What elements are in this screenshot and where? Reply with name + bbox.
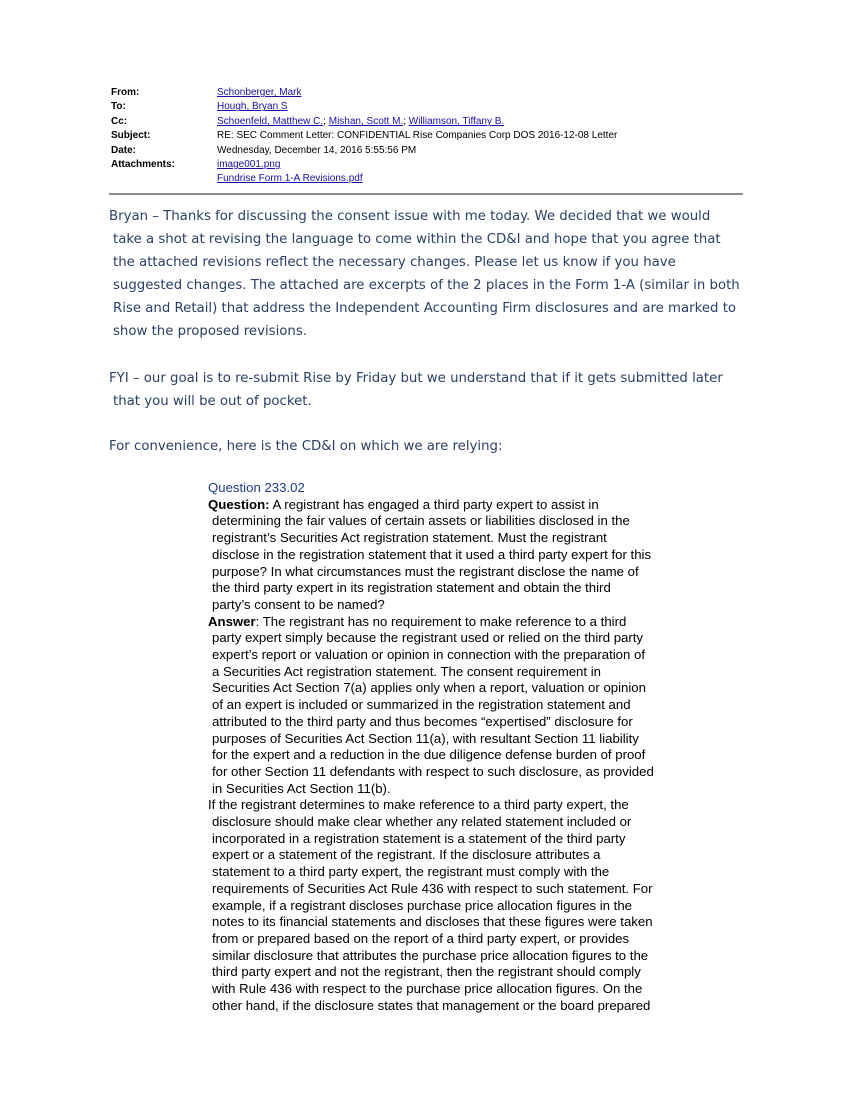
paragraph-line: from or prepared based on the report of a third party expert, or provides	[212, 930, 630, 946]
answer-text: : The registrant has no requirement to make reference to a third	[255, 613, 627, 629]
date-row	[111, 144, 741, 158]
body-paragraph-3	[109, 435, 749, 458]
paragraph-line: notes to its financial statements and discloses that these figures were taken	[212, 914, 653, 930]
attachments-row	[111, 158, 741, 187]
question-label: Question:	[208, 496, 270, 512]
cc-label: Cc:	[111, 115, 128, 127]
answer-line: of an expert is included or summarized in the registration statement and	[212, 697, 631, 713]
p1-line: take a shot at revising the language to come within the CD&I and hope that you agree that	[113, 232, 721, 247]
question-line: determining the fair values of certain assets or liabilities disclosed in the	[212, 513, 630, 529]
subject-label: Subject:	[111, 130, 151, 142]
body-paragraph-2	[109, 367, 749, 413]
to-link[interactable]: Hough, Bryan S	[217, 101, 288, 113]
p1-line: suggested changes. The attached are excerpts of the 2 places in the Form 1-A (similar in both	[113, 278, 740, 293]
question-line: party’s consent to be named?	[212, 596, 385, 612]
from-row	[111, 86, 741, 100]
question-text: A registrant has engaged a third party expert to assist in	[269, 496, 599, 512]
to-label: To:	[111, 101, 126, 113]
p1-line: show the proposed revisions.	[113, 324, 307, 339]
subject-value: RE: SEC Comment Letter: CONFIDENTIAL Rise Companies Corp DOS 2016-12-08 Letter	[217, 130, 618, 142]
paragraph-line: expert or a statement of the registrant. If the disclosure attributes a	[212, 847, 601, 863]
paragraph-line: other hand, if the disclosure states that management or the board prepared	[212, 997, 651, 1013]
p1-line: Bryan – Thanks for discussing the consent issue with me today. We decided that we would	[109, 209, 711, 224]
header-divider	[109, 193, 743, 195]
date-label: Date:	[111, 144, 137, 156]
question-line: registrant’s Securities Act registration statement. Must the registrant	[212, 530, 607, 546]
answer-line: Securities Act Section 7(a) applies only when a report, valuation or opinion	[212, 680, 646, 696]
date-value: Wednesday, December 14, 2016 5:55:56 PM	[217, 144, 417, 156]
answer-line: expert’s report or valuation or opinion in connection with the preparation of	[212, 647, 646, 663]
answer-line: purposes of Securities Act Section 11(a), with resultant Section 11 liability	[212, 730, 639, 746]
cc-link-schoenfeld[interactable]: Schoenfeld, Matthew C.	[217, 115, 324, 127]
cc-link-williamson[interactable]: Williamson, Tiffany B.	[408, 115, 505, 127]
answer-line: for the expert and a reduction in the due diligence defense burden of proof	[212, 747, 646, 763]
cdi-title: Question 233.02	[208, 480, 305, 495]
question-line: purpose? In what circumstances must the registrant disclose the name of	[212, 563, 639, 579]
cdi-quote	[208, 480, 748, 1015]
paragraph-line: similar disclosure that attributes the purchase price allocation figures to the	[212, 947, 649, 963]
paragraph-line: with Rule 436 with respect to the purchase price allocation figures. On the	[212, 981, 643, 997]
paragraph-line: disclosure should make clear whether any related statement included or	[212, 814, 632, 830]
cc-row: Cc: Schoenfeld, Matthew C.; Mishan, Scott M.; Williamson, Tiffany B.	[111, 115, 741, 129]
attachments-label: Attachments:	[111, 159, 175, 171]
paragraph-line: third party expert and not the registrant, then the registrant should comply	[212, 964, 641, 980]
p1-line: the attached revisions reflect the necessary changes. Please let us know if you have	[113, 255, 676, 270]
attachment-image-link[interactable]: image001.png	[217, 159, 281, 171]
attachment-pdf-link[interactable]: Fundrise Form 1-A Revisions.pdf	[217, 173, 363, 185]
answer-line: for other Section 11 defendants with respect to such disclosure, as provided	[212, 763, 654, 779]
cc-link-mishan[interactable]: Mishan, Scott M.	[328, 115, 404, 127]
to-row	[111, 100, 741, 114]
paragraph-line: requirements of Securities Act Rule 436 with respect to such statement. For	[212, 880, 653, 896]
paragraph-line: If the registrant determines to make reference to a third party expert, the	[208, 797, 629, 813]
question-line: the third party expert in its registration statement and obtain the third	[212, 580, 611, 596]
body-paragraph-1	[109, 205, 749, 343]
p2-line: FYI – our goal is to re-submit Rise by Friday but we understand that if it gets submitted later	[109, 371, 723, 386]
paragraph-line: incorporated in a registration statement is a statement of the third party	[212, 830, 626, 846]
p1-line: Rise and Retail) that address the Independent Accounting Firm disclosures and are marked to	[113, 301, 737, 316]
paragraph-line: example, if a registrant discloses purchase price allocation figures in the	[212, 897, 633, 913]
question-line: disclose in the registration statement that it used a third party expert for this	[212, 546, 652, 562]
p2-line: that you will be out of pocket.	[113, 394, 312, 409]
from-label: From:	[111, 87, 140, 98]
answer-line: party expert simply because the registrant used or relied on the third party	[212, 630, 644, 646]
from-link[interactable]: Schonberger, Mark	[217, 87, 302, 98]
subject-row	[111, 129, 741, 143]
answer-line: in Securities Act Section 11(b).	[212, 780, 391, 796]
answer-line: attributed to the third party and thus becomes “expertised” disclosure for	[212, 713, 633, 729]
paragraph-line: statement to a third party expert, the registrant must comply with the	[212, 864, 610, 880]
p3-line: For convenience, here is the CD&I on which we are relying:	[109, 439, 503, 454]
answer-line: a Securities Act registration statement. The consent requirement in	[212, 663, 601, 679]
email-header	[111, 86, 741, 187]
answer-label: Answer	[208, 613, 256, 629]
